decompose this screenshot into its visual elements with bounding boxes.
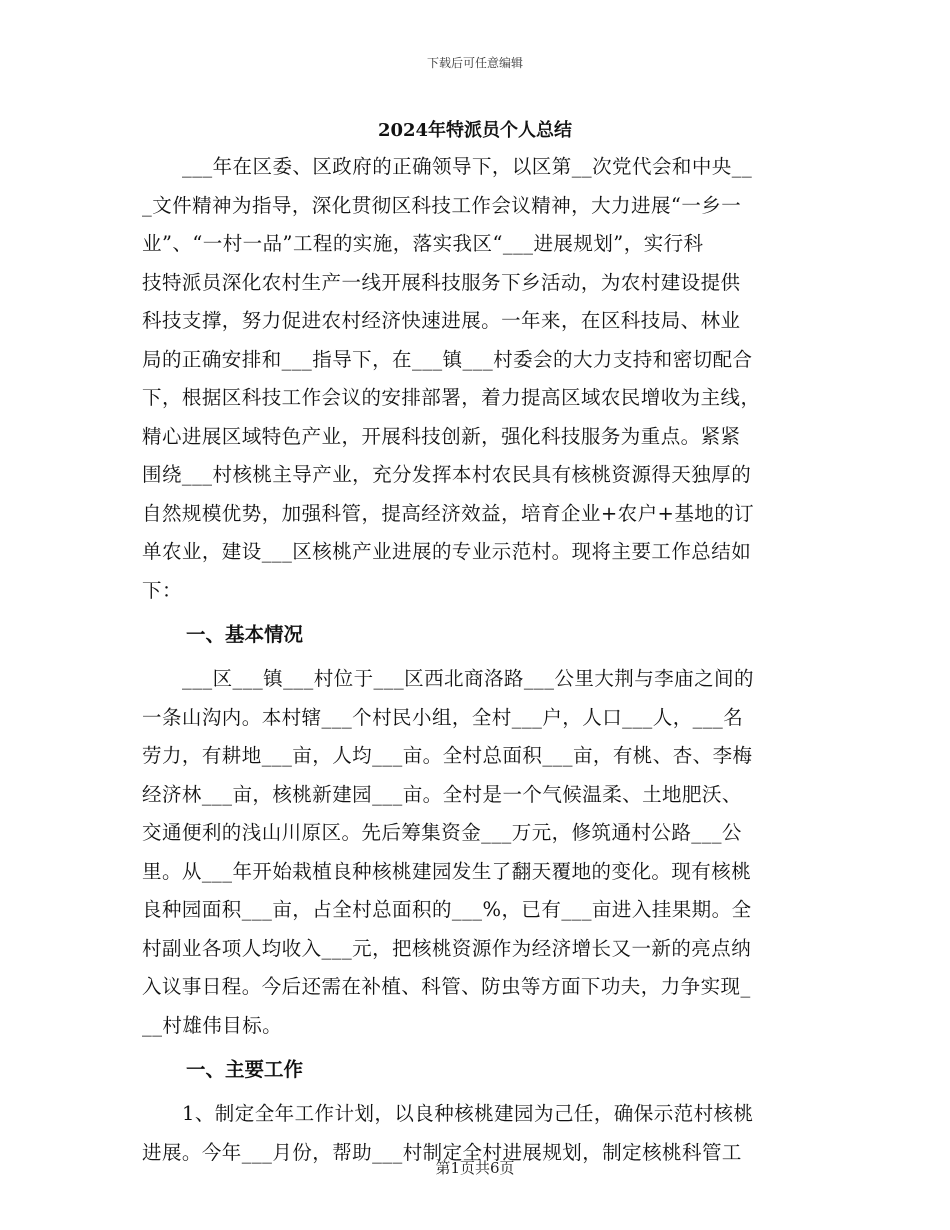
intro-paragraph <box>142 148 804 610</box>
intro-line: ___年在区委、区政府的正确领导下，以区第__次党代会和中央__ <box>182 155 753 178</box>
intro-line: 精心进展区域特色产业，开展科技创新，强化科技服务为重点。紧紧 <box>142 424 741 448</box>
page-header-note: 下载后可任意编辑 <box>426 56 523 70</box>
section-heading-basic-situation: 一、基本情况 <box>186 623 304 646</box>
intro-line: 技特派员深化农村生产一线开展科技服务下乡活动，为农村建设提供 <box>142 270 741 294</box>
intro-line: 下： <box>142 578 182 602</box>
paragraph-line: 良种园面积___亩，占全村总面积的___%，已有___亩进入挂果期。全 <box>142 898 752 921</box>
intro-line: 自然规模优势，加强科管，提高经济效益，培育企业+农户+基地的订 <box>142 501 755 525</box>
paragraph-line: __村雄伟目标。 <box>142 1013 283 1037</box>
intro-line: 围绕___村核桃主导产业，充分发挥本村农民具有核桃资源得天独厚的 <box>142 463 752 486</box>
basic-situation-paragraph <box>142 660 804 1045</box>
paragraph-line: 入议事日程。今后还需在补植、科管、防虫等方面下功夫，力争实现_ <box>142 975 751 998</box>
paragraph-line: 一条山沟内。本村辖___个村民小组，全村___户，人口___人，___名 <box>142 705 744 729</box>
intro-line: 科技支撑，努力促进农村经济快速进展。一年来，在区科技局、林业 <box>142 309 741 332</box>
document-body <box>142 148 804 1172</box>
intro-line: _文件精神为指导，深化贯彻区科技工作会议精神，大力进展“一乡一 <box>142 193 742 217</box>
paragraph-line: 交通便利的浅山川原区。先后筹集资金___万元，修筑通村公路___公 <box>142 821 742 844</box>
section-heading-main-work: 一、主要工作 <box>186 1058 304 1081</box>
intro-line: 下，根据区科技工作会议的安排部署，着力提高区域农民增收为主线， <box>142 386 761 409</box>
paragraph-line: 村副业各项人均收入___元，把核桃资源作为经济增长又一新的亮点纳 <box>142 936 752 960</box>
intro-line: 单农业，建设___区核桃产业进展的专业示范村。现将主要工作总结如 <box>142 540 752 563</box>
paragraph-line: ___区___镇___村位于___区西北商洛路___公里大荆与李庙之间的 <box>182 667 754 690</box>
page-number: 第1页共6页 <box>435 1159 515 1177</box>
paragraph-line: 经济林___亩，核桃新建园___亩。全村是一个气候温柔、土地肥沃、 <box>142 782 742 806</box>
paragraph-line: 劳力，有耕地___亩，人均___亩。全村总面积___亩，有桃、杏、李梅 <box>142 744 753 767</box>
paragraph-line: 里。从___年开始栽植良种核桃建园发生了翻天覆地的变化。现有核桃 <box>142 859 752 883</box>
intro-line: 局的正确安排和___指导下，在___镇___村委会的大力支持和密切配合 <box>142 347 753 371</box>
intro-line: 业”、“一村一品”工程的实施，落实我区“___进展规划”，实行科 <box>142 232 704 255</box>
paragraph-line: 1、制定全年工作计划，以良种核桃建园为己任，确保示范村核桃 <box>182 1102 754 1125</box>
paragraph-line: 进展。今年___月份，帮助___村制定全村进展规划，制定核桃科管工 <box>142 1140 742 1164</box>
document-title: 2024年特派员个人总结 <box>377 120 573 141</box>
